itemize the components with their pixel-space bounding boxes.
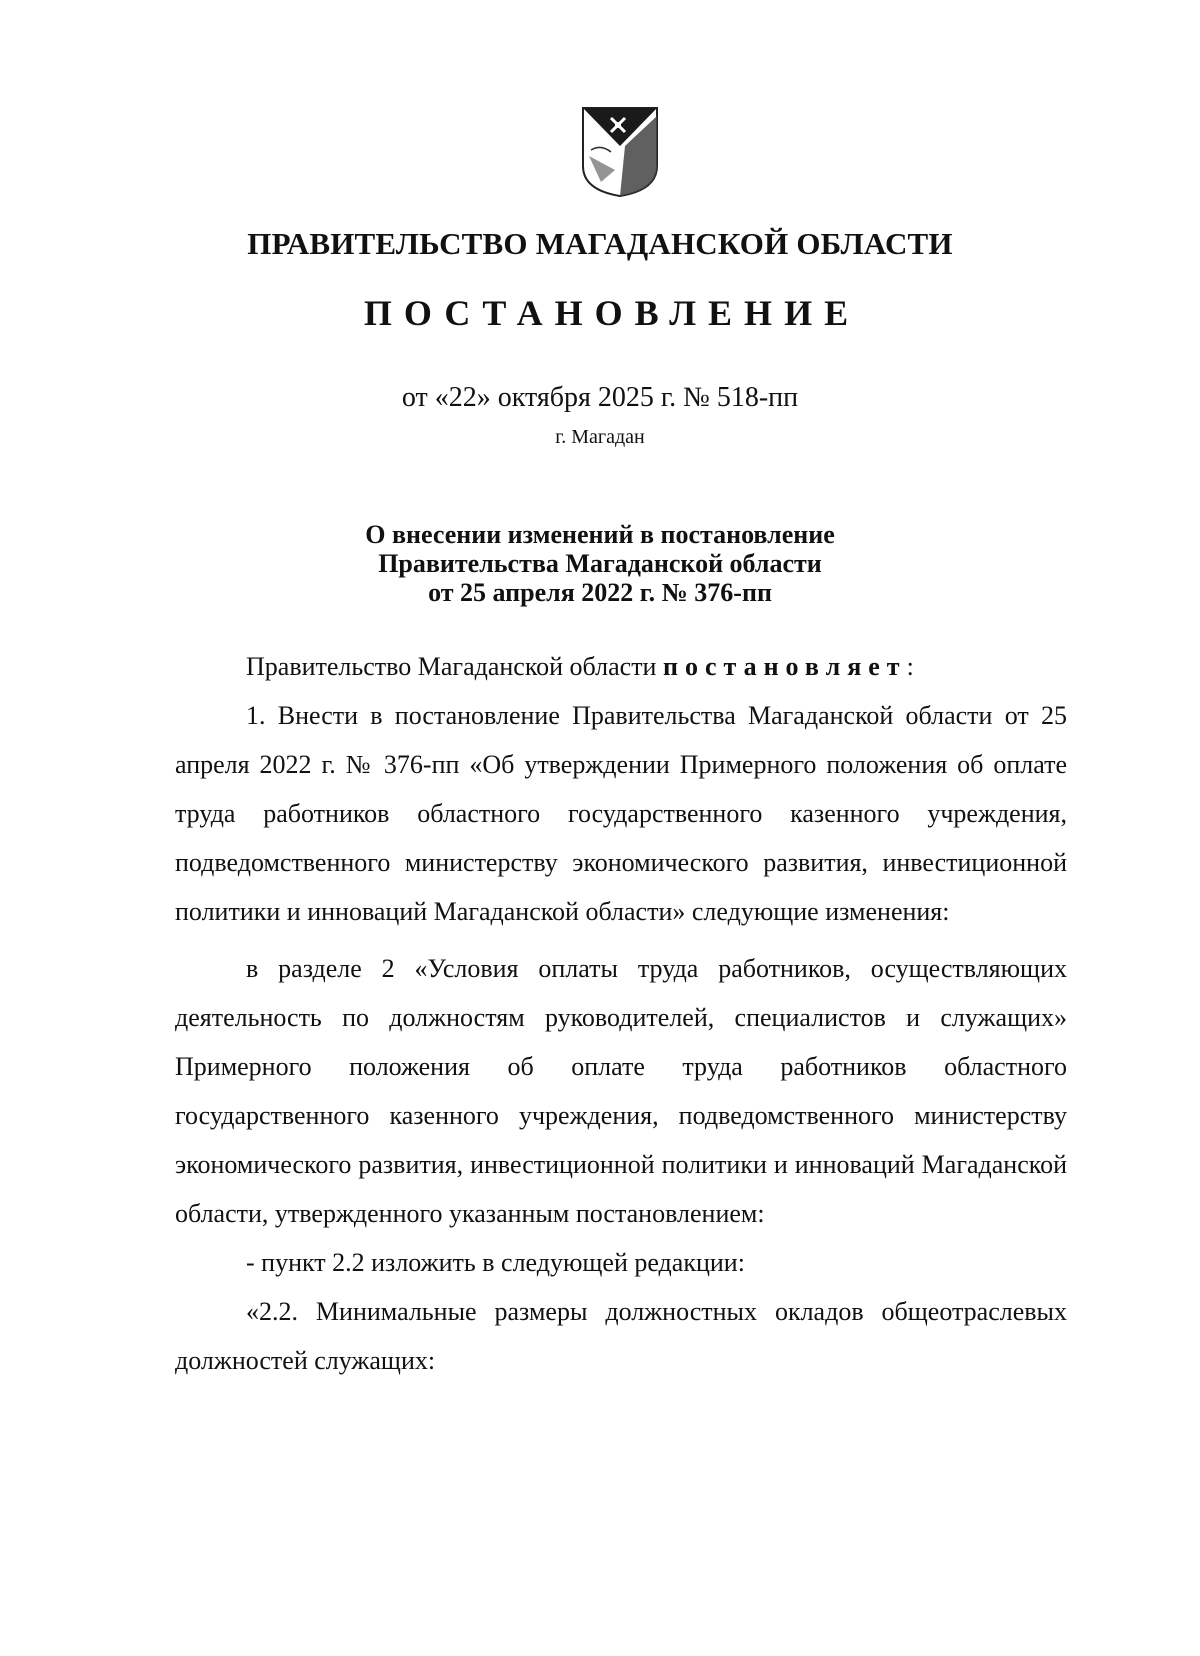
document-date-number: от «22» октября 2025 г. № 518-пп (401, 382, 799, 413)
item-1-paragraph: 1. Внести в постановление Правительства Магаданской области от 25 апреля 2022 г. № 376-пп «Об утверждении Примерного положения об оплате труда работников областного государственного казенного учреждения, подведомственного министерству экономического развития, инвестиционной политики и инноваций Магаданской области» следующие изменения: (175, 701, 1067, 926)
point-2-2-intro: - пункт 2.2 изложить в следующей редакции: (246, 1248, 745, 1277)
organization-title: ПРАВИТЕЛЬСТВО МАГАДАНСКОЙ ОБЛАСТИ (247, 226, 953, 261)
document-subject (0, 520, 1200, 607)
decree-word: постановляет (662, 652, 907, 681)
subject-line-3: от 25 апреля 2022 г. № 376-пп (428, 578, 772, 607)
document-type: ПОСТАНОВЛЕНИЕ (363, 293, 861, 333)
coat-of-arms-icon (581, 106, 659, 198)
document-city: г. Магадан (555, 426, 645, 448)
subject-line-1: О внесении изменений в постановление (365, 520, 835, 549)
preamble-text: Правительство Магаданской области (246, 652, 663, 681)
preamble-colon: : (906, 652, 914, 681)
section-2-paragraph: в разделе 2 «Условия оплаты труда работников, осуществляющих деятельность по должностям руководителей, специалистов и служащих» Примерного положения об оплате труда работников областного государственного казенного учреждения, подведомственного министерству экономического развития, инвестиционной политики и инноваций Магаданской области, утвержденного указанным постановлением: (175, 954, 1067, 1228)
document-body (175, 642, 1067, 1385)
preamble-paragraph (175, 642, 1067, 691)
subject-line-2: Правительства Магаданской области (378, 549, 822, 578)
point-2-2-text: «2.2. Минимальные размеры должностных окладов общеотраслевых должностей служащих: (175, 1297, 1067, 1375)
